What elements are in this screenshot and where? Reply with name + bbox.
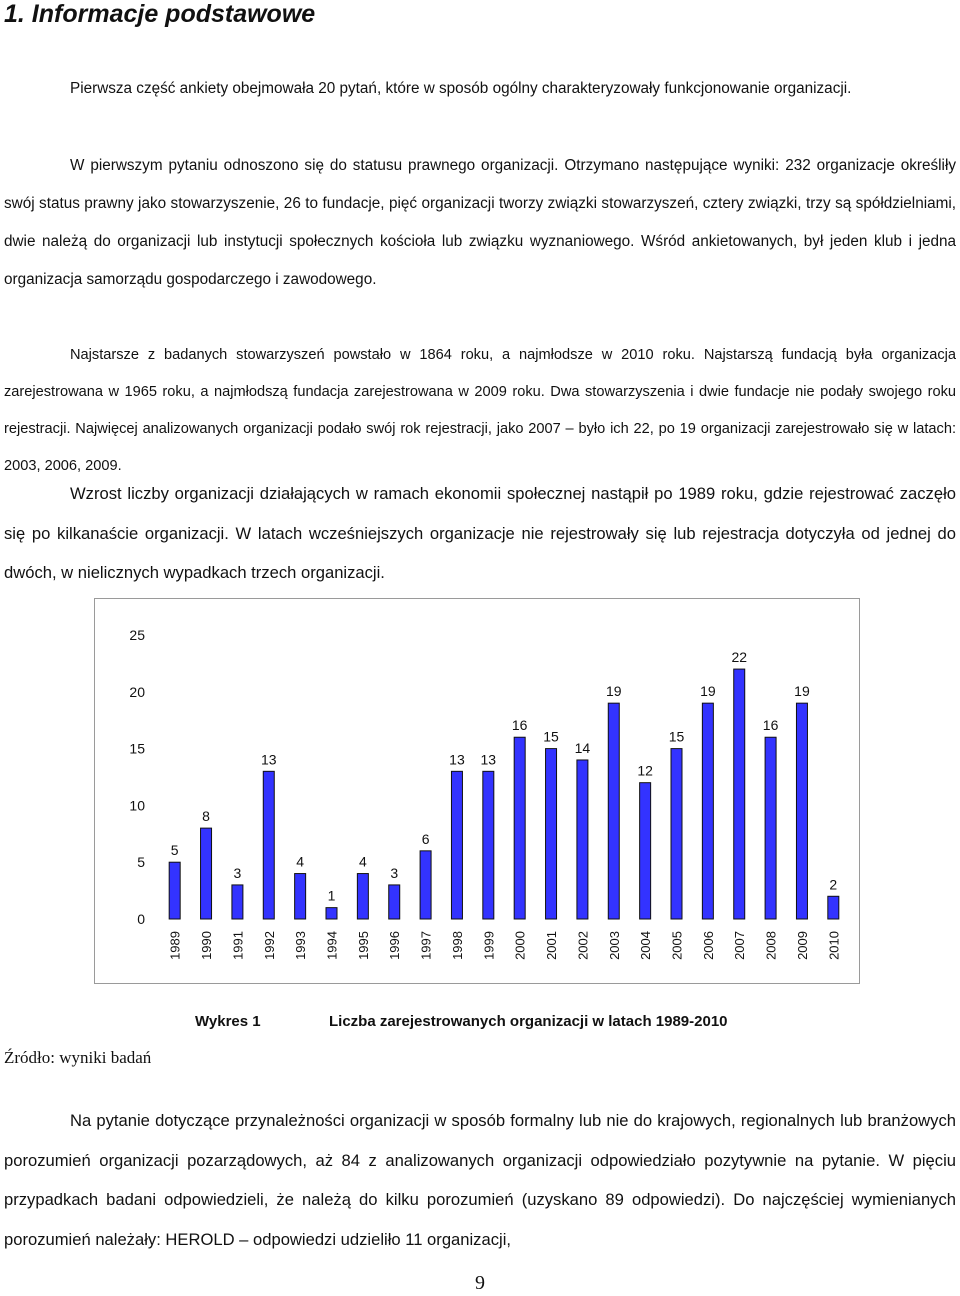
paragraph-growth: Wzrost liczby organizacji działających w ramach ekonomii społecznej nastąpił po 1989 roku, gdzie rejestrować zaczęło się po kilkanaście organizacji. W latach wcześniejszych organizacje nie rejestrowały się lub rejestracja dotyczyła od jednej do dwóch, w nielicznych wypadkach trzech organizacji.	[4, 484, 956, 582]
x-tick-label: 2003	[606, 931, 622, 960]
bar	[326, 908, 337, 919]
x-tick-label: 1993	[293, 931, 309, 960]
section-heading: 1. Informacje podstawowe	[4, 0, 316, 28]
bar-data-label: 8	[202, 808, 210, 825]
bar-data-label: 22	[731, 649, 748, 666]
y-tick-label: 10	[129, 797, 145, 814]
x-tick-label: 2005	[669, 931, 685, 960]
bar	[514, 737, 525, 919]
x-tick-label: 2000	[512, 931, 528, 960]
x-tick-label: 1996	[387, 931, 403, 960]
page-number: 9	[475, 1272, 485, 1294]
x-tick-label: 1998	[449, 931, 465, 960]
bar	[702, 703, 713, 919]
bar-data-label: 5	[170, 842, 179, 859]
bar	[232, 885, 243, 919]
x-tick-label: 1995	[355, 931, 371, 960]
x-tick-label: 1990	[199, 931, 215, 960]
bar-data-label: 13	[480, 751, 497, 768]
bar-data-label: 16	[511, 717, 528, 734]
x-tick-label: 2006	[700, 931, 716, 960]
y-tick-label: 0	[137, 911, 145, 927]
bar-data-label: 15	[543, 728, 559, 745]
bar	[295, 874, 306, 919]
bar-data-label: 3	[390, 864, 399, 881]
x-tick-label: 2008	[763, 931, 779, 960]
y-tick-label: 15	[129, 740, 145, 757]
x-tick-label: 2001	[544, 931, 560, 960]
x-tick-label: 1989	[167, 931, 183, 960]
bar-data-label: 1	[327, 887, 336, 904]
x-tick-label: 2010	[826, 931, 842, 960]
paragraph-registration-years: Najstarsze z badanych stowarzyszeń powstało w 1864 roku, a najmłodsze w 2010 roku. Najstarszą fundacją była organizacja zarejestrowana w 1965 roku, a najmłodszą fundacja zarejestrowana w 2009 roku. Dwa stowarzyszenia i dwie fundacje nie podały swojego roku rejestracji. Najwięcej analizowanych organizacji podało swój rok rejestracji, jako 2007 – było ich 22, po 19 organizacji zarejestrowało się w latach: 2003, 2006, 2009.	[4, 347, 956, 474]
bar	[201, 828, 212, 919]
bar-data-label: 16	[762, 717, 779, 734]
bar	[169, 862, 180, 919]
bar	[451, 771, 462, 919]
y-tick-label: 5	[137, 854, 145, 871]
bar	[765, 737, 776, 919]
bar-data-label: 15	[668, 728, 685, 745]
y-tick-label: 25	[129, 627, 145, 643]
paragraph-legal-status: W pierwszym pytaniu odnoszono się do statusu prawnego organizacji. Otrzymano następujące wyniki: 232 organizacje określiły swój status prawny jako stowarzyszenie, 26 to fundacje, pięć organizacji tworzy związki stowarzyszeń, cztery związki, trzy są spółdzielniami, dwie należą do organizacji lub instytucji społecznych kościoła lub związku wyznaniowego. Wśród ankietowanych, był jeden klub i jedna organizacja samorządu gospodarczego i zawodowego.	[4, 157, 956, 288]
bar-data-label: 2	[829, 876, 838, 893]
bar	[608, 703, 619, 919]
bar-data-label: 13	[260, 751, 277, 768]
bar	[420, 851, 431, 919]
bar-data-label: 19	[700, 683, 716, 700]
figure-caption-title: Liczba zarejestrowanych organizacji w latach 1989-2010	[329, 1013, 728, 1030]
bar-chart-canvas	[95, 599, 861, 985]
bar-chart	[94, 598, 860, 984]
bar-data-label: 12	[637, 762, 653, 779]
bar	[796, 703, 807, 919]
bar-data-label: 6	[421, 830, 430, 847]
bar-data-label: 13	[449, 751, 465, 768]
paragraph-intro: Pierwsza część ankiety obejmowała 20 pytań, które w sposób ogólny charakteryzowały funkcjonowanie organizacji.	[70, 80, 852, 97]
bar	[640, 783, 651, 919]
x-tick-label: 2009	[794, 931, 810, 960]
bar	[671, 749, 682, 919]
bar	[734, 669, 745, 919]
figure-source: Źródło: wyniki badań	[4, 1048, 152, 1067]
bar-data-label: 14	[574, 739, 591, 756]
x-tick-label: 1992	[261, 931, 277, 960]
bar-data-label: 3	[233, 864, 242, 881]
bar-data-label: 4	[296, 853, 305, 870]
bar	[483, 771, 494, 919]
x-tick-label: 2002	[575, 931, 591, 960]
x-tick-label: 2004	[638, 931, 654, 960]
x-tick-label: 1991	[230, 931, 246, 960]
x-tick-label: 1994	[324, 931, 340, 960]
x-tick-label: 1999	[481, 931, 497, 960]
bar-data-label: 19	[794, 683, 810, 700]
bar	[389, 885, 400, 919]
x-tick-label: 1997	[418, 931, 434, 960]
bar-data-label: 19	[605, 683, 622, 700]
bar	[546, 749, 557, 919]
figure-caption-number: Wykres 1	[195, 1013, 261, 1030]
bar	[577, 760, 588, 919]
bar	[263, 771, 274, 919]
bar	[828, 896, 839, 919]
y-tick-label: 20	[129, 683, 145, 700]
bar-data-label: 4	[358, 853, 367, 870]
bar	[357, 874, 368, 919]
x-tick-label: 2007	[732, 931, 748, 960]
paragraph-membership: Na pytanie dotyczące przynależności organizacji w sposób formalny lub nie do krajowych, regionalnych lub branżowych porozumień organizacji pozarządowych, aż 84 z analizowanych organizacji odpowiedziało pozytywnie na pytanie. W pięciu przypadkach badani odpowiedzieli, że należą do kilku porozumień (uzyskano 89 odpowiedzi). Do najczęściej wymienianych porozumień należały: HEROLD – odpowiedzi udzieliło 11 organizacji,	[4, 1111, 956, 1249]
